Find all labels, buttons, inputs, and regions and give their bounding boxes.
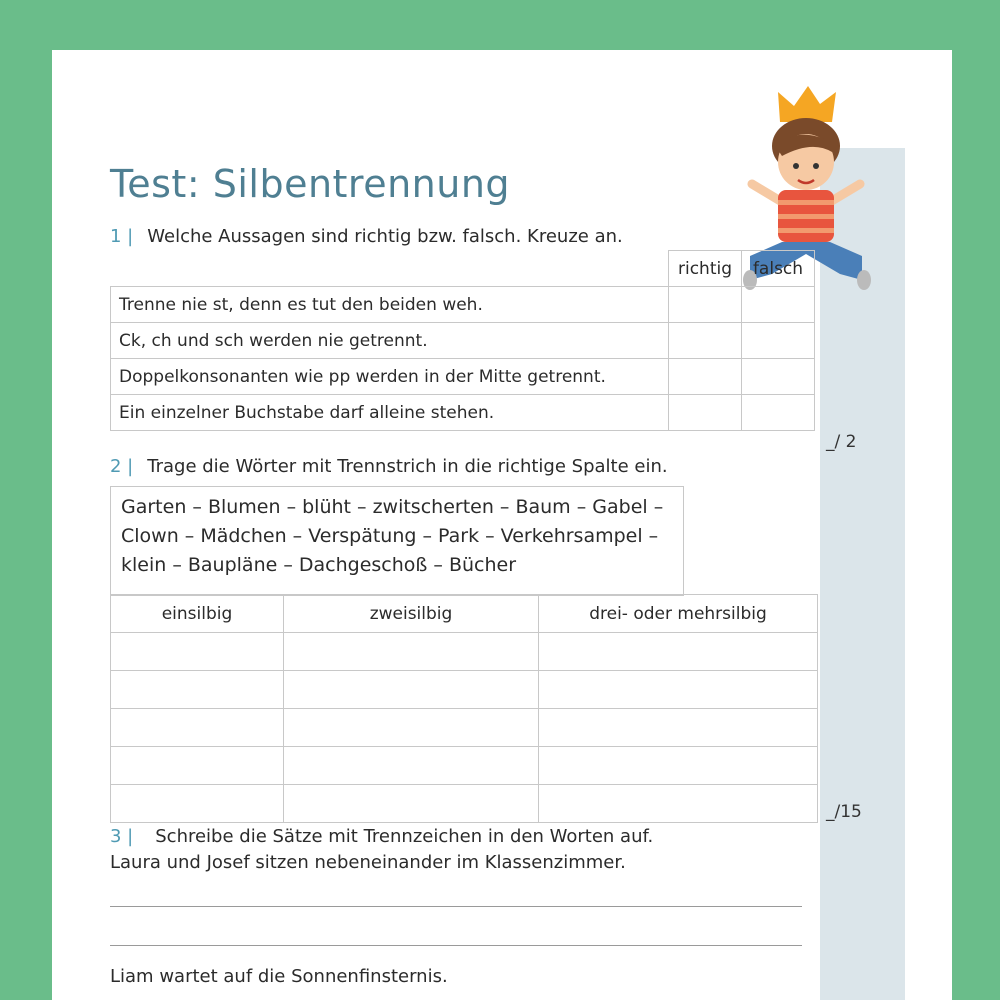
checkbox-false-2[interactable] [742, 323, 815, 359]
checkbox-false-4[interactable] [742, 395, 815, 431]
answer-cell[interactable] [111, 709, 284, 747]
syllable-sort-table [110, 594, 818, 823]
true-false-table [110, 250, 815, 431]
checkbox-false-3[interactable] [742, 359, 815, 395]
answer-cell[interactable] [539, 785, 818, 823]
table-row [111, 785, 818, 823]
answer-cell[interactable] [111, 747, 284, 785]
answer-cell[interactable] [539, 671, 818, 709]
question-2 [110, 456, 668, 477]
table-row [111, 323, 815, 359]
sentence-2: Liam wartet auf die Sonnenfinsternis. [110, 966, 448, 987]
table-row [111, 633, 818, 671]
question-1 [110, 226, 623, 247]
question-1-text: Welche Aussagen sind richtig bzw. falsch. Kreuze an. [147, 226, 623, 247]
answer-cell[interactable] [284, 709, 539, 747]
column-header-false: falsch [742, 251, 815, 287]
answer-cell[interactable] [284, 633, 539, 671]
question-2-text: Trage die Wörter mit Trennstrich in die richtige Spalte ein. [147, 456, 668, 477]
statement-1: Trenne nie st, denn es tut den beiden weh. [111, 287, 669, 323]
table-row [111, 359, 815, 395]
answer-cell[interactable] [284, 785, 539, 823]
word-bank-line: klein – Baupläne – Dachgeschoß – Bücher [121, 554, 517, 576]
crown-icon [778, 86, 836, 122]
worksheet-page [52, 50, 952, 1000]
table-row [111, 395, 815, 431]
word-bank [110, 486, 684, 596]
checkbox-true-4[interactable] [669, 395, 742, 431]
answer-cell[interactable] [539, 633, 818, 671]
checkbox-true-3[interactable] [669, 359, 742, 395]
question-3-number: 3 | [110, 826, 134, 847]
statement-3: Doppelkonsonanten wie pp werden in der Mitte getrennt. [111, 359, 669, 395]
writing-line[interactable] [110, 906, 802, 907]
statement-2: Ck, ch und sch werden nie getrennt. [111, 323, 669, 359]
word-bank-line: Clown – Mädchen – Verspätung – Park – Verkehrsampel – [121, 525, 659, 547]
sentence-1: Laura und Josef sitzen nebeneinander im Klassenzimmer. [110, 852, 626, 873]
table-row [111, 747, 818, 785]
question-1-number: 1 | [110, 226, 134, 247]
table-row [111, 671, 818, 709]
checkbox-true-2[interactable] [669, 323, 742, 359]
question-3-text: Schreibe die Sätze mit Trennzeichen in den Worten auf. [155, 826, 654, 847]
column-header-one-syllable: einsilbig [111, 595, 284, 633]
word-bank-line: Garten – Blumen – blüht – zwitscherten – Baum – Gabel – [121, 496, 664, 518]
question-3 [110, 826, 653, 847]
writing-line[interactable] [110, 945, 802, 946]
question-2-number: 2 | [110, 456, 134, 477]
answer-cell[interactable] [111, 633, 284, 671]
answer-cell[interactable] [111, 785, 284, 823]
score-question-2: _/15 [826, 802, 862, 822]
answer-cell[interactable] [284, 671, 539, 709]
table-row [111, 287, 815, 323]
answer-cell[interactable] [539, 709, 818, 747]
checkbox-true-1[interactable] [669, 287, 742, 323]
answer-cell[interactable] [111, 671, 284, 709]
column-header-two-syllables: zweisilbig [284, 595, 539, 633]
answer-cell[interactable] [284, 747, 539, 785]
checkbox-false-1[interactable] [742, 287, 815, 323]
page-title: Test: Silbentrennung [110, 162, 511, 206]
column-header-multi-syllable: drei- oder mehrsilbig [539, 595, 818, 633]
statement-4: Ein einzelner Buchstabe darf alleine stehen. [111, 395, 669, 431]
answer-cell[interactable] [539, 747, 818, 785]
column-header-true: richtig [669, 251, 742, 287]
score-question-1: _/ 2 [826, 432, 857, 452]
table-row [111, 709, 818, 747]
